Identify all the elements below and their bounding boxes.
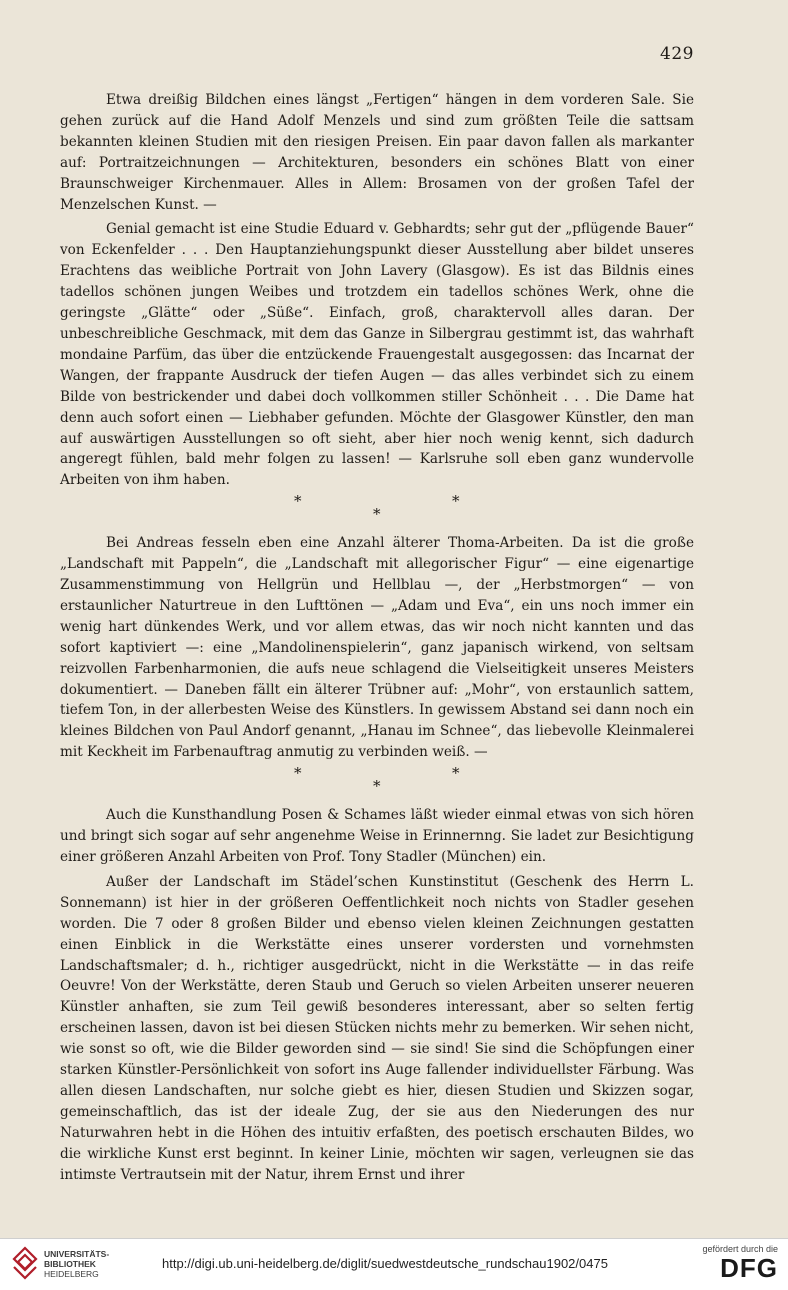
asterisk: * <box>373 777 381 796</box>
paragraph: Außer der Landschaft im Städel’schen Kunstinstitut (Geschenk des Herrn L. Sonnemann) ist hier in der größeren Oeffentlichkeit noch nichts von Stadler gesehen worden. Die 7 oder 8 großen Bilder und ebenso vielen kleinen Zeichnungen gestatten einen Einblick in die Werkstätte eines unserer vordersten und vornehmsten Landschaftsmaler; d. h., richtiger ausgedrückt, nicht in die Werkstätte — in das reife Oeuvre! Von der Werkstätte, deren Staub und Geruch so vielen Arbeiten unserer neueren Künstler anhaften, sie zum Teil gewiß besonderes interessant, aber so selten fertig erscheinen lassen, davon ist bei diesen Stücken nichts mehr zu bemerken. Wir sehen nicht, wie sonst so oft, wie die Bilder geworden sind — sie sind! Sie sind die Schöpfungen einer starken Künstler-Persönlichkeit von sofort ins Auge fallender individuellster Färbung. Was allen diesen Landschaften, nur solche giebt es hier, diesen Studien und Skizzen sogar, gemeinschaftlich, das ist der ideale Zug, der sie aus den Niederungen des nur Naturwahren hebt in die Höhen des intuitiv erfaßten, des poetisch erschauten Bildes, wo die wirkliche Kunst erst beginnt. In keiner Linie, möchten wir sagen, verleugnen sie das intimste Vertrautsein mit der Natur, ihrem Ernst und ihrer <box>60 873 694 1183</box>
funder-block <box>702 1244 778 1282</box>
digitization-footer <box>0 1238 788 1290</box>
asterisk: * <box>452 492 460 511</box>
page-number: 429 <box>660 44 694 64</box>
section-divider <box>60 491 694 533</box>
paragraph: Auch die Kunsthandlung Posen & Schames läßt wieder einmal etwas von sich hören und bringt sich sogar auf sehr angenehme Weise in Erinnernng. Sie ladet zur Besichtigung einer größeren Anzahl Arbeiten von Prof. Tony Stadler (München) ein. <box>60 807 694 865</box>
dfg-logo: DFG <box>720 1253 778 1283</box>
institution-line: BIBLIOTHEK <box>44 1259 96 1269</box>
institution-name <box>44 1249 109 1279</box>
section-divider <box>60 763 694 805</box>
permalink[interactable]: http://digi.ub.uni-heidelberg.de/diglit/suedwestdeutsche_rundschau1902/0475 <box>162 1256 608 1271</box>
asterisk: * <box>373 505 381 524</box>
paragraph: Bei Andreas fesseln eben eine Anzahl älterer Thoma-Arbeiten. Da ist die große „Landschaft mit Pappeln“, die „Landschaft mit allegorischer Figur“ — eine eigenartige Zusammenstimmung von Hellgrün und Hellblau —, der „Herbstmorgen“ — von erstaunlicher Naturtreue in den Lufttönen — „Adam und Eva“, ein uns noch immer ein wenig hart dünkendes Werk, und vor allem etwas, das wir noch nicht kannten und das sofort kaptiviert —: eine „Mandolinenspielerin“, ganz japanisch wirkend, von seltsam reizvollen Farbenharmonien, die aufs neue schlagend die Vielseitigkeit unseres Meisters dokumentiert. — Daneben fällt ein älterer Trübner auf: „Mohr“, von erstaunlich sattem, tiefem Ton, in der allerbesten Weise des Künstlers. In gewissem Abstand sei dann noch ein kleines Bildchen von Paul Andorf genannt, „Hanau im Schnee“, das liebevolle Kleinmalerei mit Keckheit im Farbenauftrag anmutig zu verbinden weiß. — <box>60 535 694 761</box>
asterisk: * <box>294 764 302 783</box>
institution-line: UNIVERSITÄTS- <box>44 1249 110 1259</box>
funder-label: gefördert durch die <box>702 1244 778 1254</box>
institution-line: HEIDELBERG <box>44 1269 99 1279</box>
asterisk: * <box>452 764 460 783</box>
university-seal-icon <box>10 1245 40 1283</box>
paragraph: Etwa dreißig Bildchen eines längst „Fertigen“ hängen in dem vorderen Sale. Sie gehen zurück auf die Hand Adolf Menzels und sind zum größten Teile die sattsam bekannten kleinen Studien mit den riesigen Preisen. Ein paar davon fallen als markanter auf: Portraitzeichnungen — Architekturen, besonders ein schönes Blatt von einer Braunschweiger Kirchenmauer. Alles in Allem: Brosamen von der großen Tafel der Menzelschen Kunst. — <box>60 92 694 213</box>
body-text <box>60 90 694 1186</box>
paragraph: Genial gemacht ist eine Studie Eduard v. Gebhardts; sehr gut der „pflügende Bauer“ von Eckenfelder . . . Den Hauptanziehungspunkt dieser Ausstellung aber bildet unseres Erachtens das weibliche Portrait von John Lavery (Glasgow). Es ist das Bildnis eines tadellos schönen jungen Weibes und trotzdem ein tadellos schönes Werk, ohne die geringste „Glätte“ oder „Süße“. Einfach, groß, charaktervoll alles daran. Der unbeschreibliche Geschmack, mit dem das Ganze in Silbergrau gestimmt ist, das wahrhaft mondaine Parfüm, das über die entzückende Frauengestalt ausgegossen: das Incarnat der Wangen, der frappante Ausdruck der tiefen Augen — das alles verbindet sich zu einem Bilde von bestrickender und dabei doch vollkommen stiller Schönheit . . . Die Dame hat denn auch sofort einen — Liebhaber gefunden. Möchte der Glasgower Künstler, den man auf auswärtigen Ausstellungen so oft sieht, aber hier noch wenig kennt, sich dadurch angeregt fühlen, bald mehr folgen zu lassen! — Karlsruhe soll eben ganz wundervolle Arbeiten von ihm haben. <box>60 221 694 489</box>
asterisk: * <box>294 492 302 511</box>
